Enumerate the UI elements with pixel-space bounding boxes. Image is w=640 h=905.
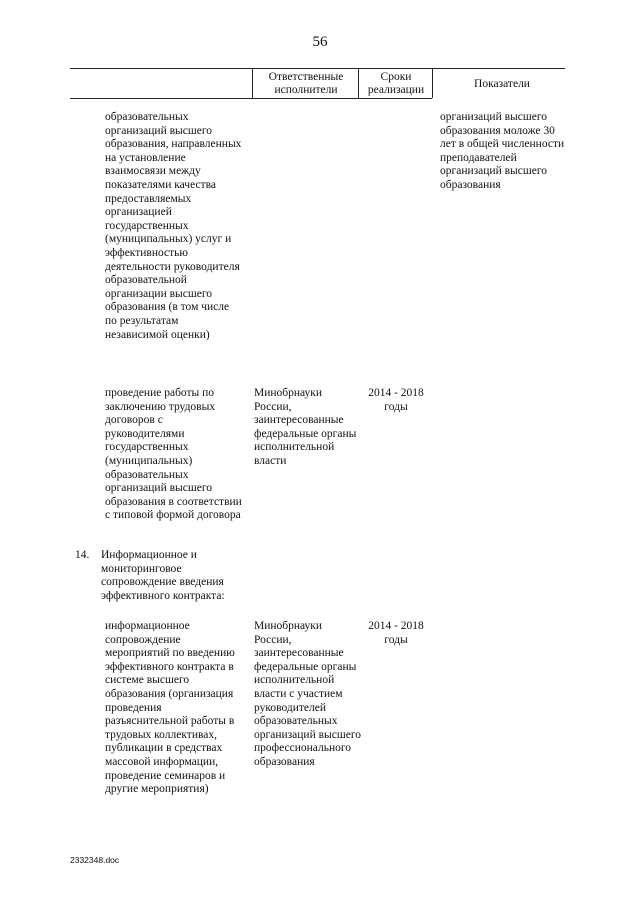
contracts-activity: проведение работы по заключению трудовых договоров с руководителями государственных (муниципальных) образовательных организаций высшего образования в соответствии с типовой формой договора xyxy=(105,387,242,522)
info-support-terms: 2014 - 2018 годы xyxy=(368,620,424,646)
item-14-title: Информационное и мониторинговое сопровождение введения эффективного контракта: xyxy=(101,549,225,602)
continued-activity: образовательных организаций высшего образования, направленных на установление взаимосвязи между показателями качества предоставляемых организацией государственных (муниципальных) услуг и эффективностью деятельности руководителя образовательной организации высшего образования (в том числе по результатам независимой оценки) xyxy=(105,111,242,341)
item-14-number: 14. xyxy=(75,549,90,561)
header-divider-2 xyxy=(358,68,359,98)
page-number: 56 xyxy=(312,34,328,50)
footer-filename: 2332348.doc xyxy=(70,855,120,865)
header-divider-3 xyxy=(432,68,433,98)
continued-indicators: организаций высшего образования моложе 30 лет в общей численности преподавателей организаций высшего образования xyxy=(440,111,565,191)
contracts-responsible: Минобрнауки России, заинтересованные федеральные органы исполнительной власти xyxy=(254,387,357,467)
header-divider-1 xyxy=(252,68,253,98)
header-bottom-rule xyxy=(70,98,432,99)
header-terms: Сроки реализации xyxy=(367,71,425,96)
info-support-responsible: Минобрнауки России, заинтересованные федеральные органы исполнительной власти с участием руководителей образовательных организаций высшего профессионального образования xyxy=(254,620,362,768)
info-support-activity: информационное сопровождение мероприятий по введению эффективного контракта в системе высшего образования (организация проведения разъяснительной работы в трудовых коллективах, публикации в средствах массовой информации, проведение семинаров и другие мероприятия) xyxy=(105,620,235,796)
header-responsible: Ответственные исполнители xyxy=(268,71,344,96)
header-top-rule xyxy=(70,68,565,69)
contracts-terms: 2014 - 2018 годы xyxy=(368,387,424,413)
header-indicators: Показатели xyxy=(474,78,530,90)
